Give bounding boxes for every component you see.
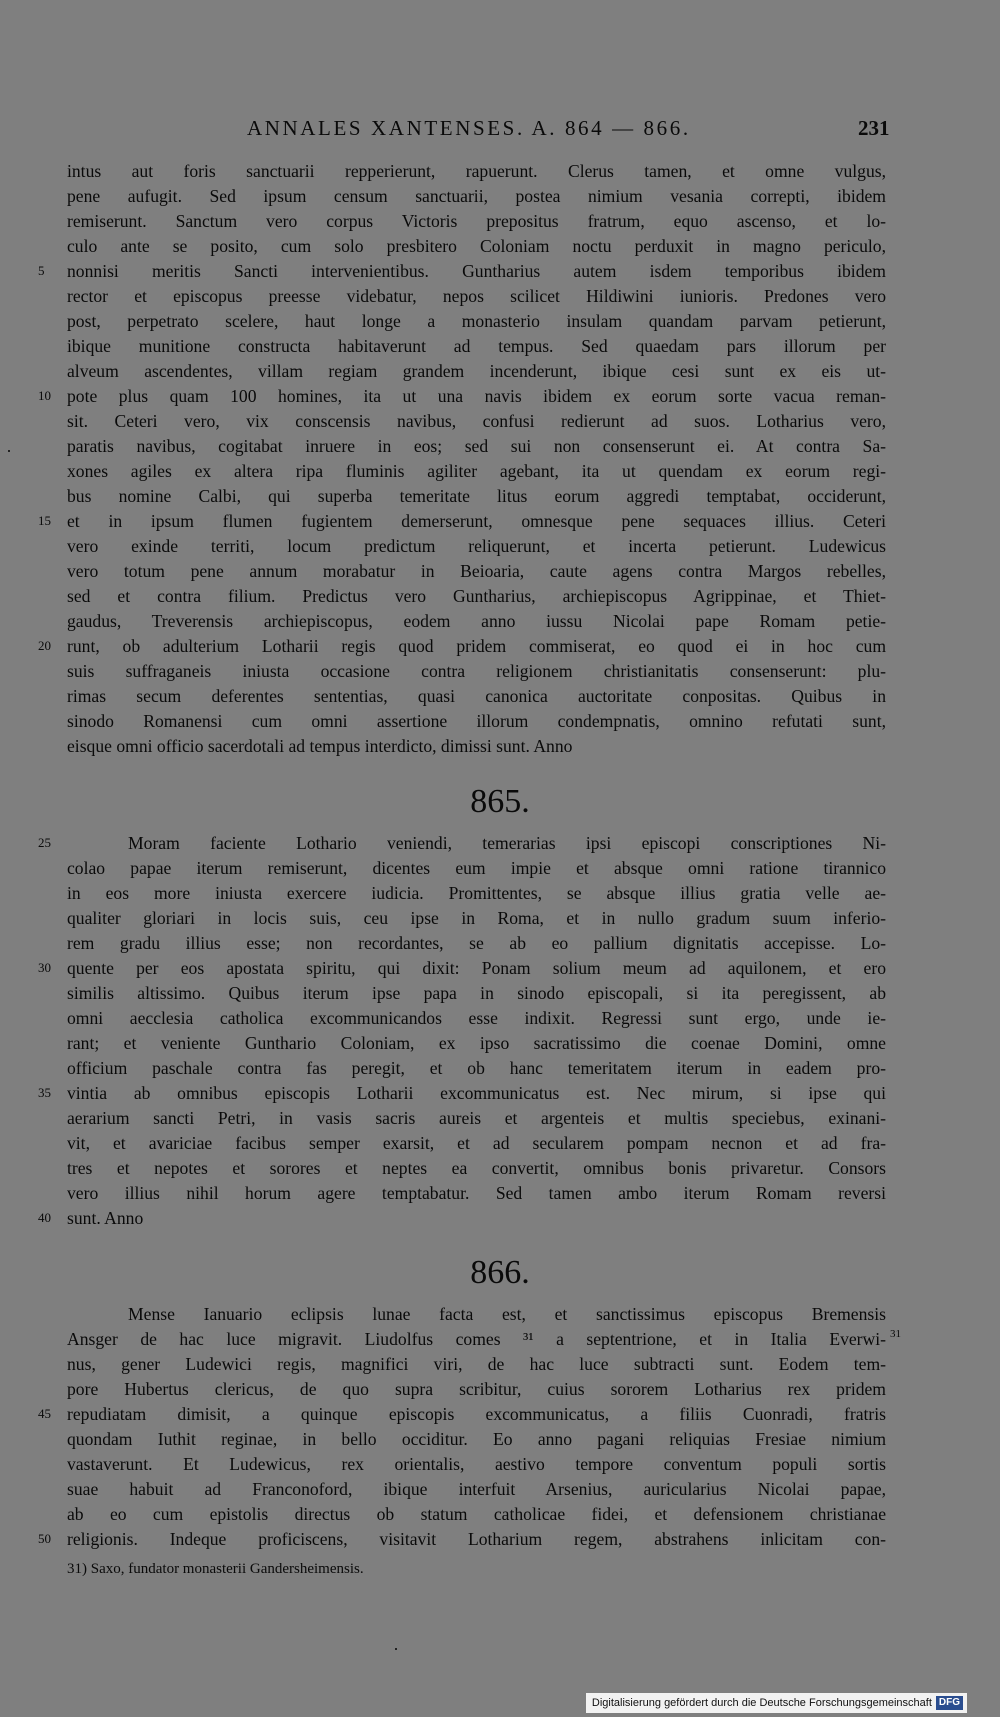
text-line: ab eo cum epistolis directus ob statum catholicae fidei, et defensionem christianae xyxy=(67,1504,886,1524)
text-line: quente per eos apostata spiritu, qui dixit: Ponam solium meum ad aquilonem, et ero xyxy=(67,958,886,978)
text-line: aerarium sancti Petri, in vasis sacris aureis et argenteis et multis speciebus, exinani- xyxy=(67,1108,886,1128)
year-heading-866: 866. xyxy=(470,1254,530,1291)
dfg-logo: DFG xyxy=(936,1696,963,1710)
text-line: sunt. Anno xyxy=(67,1208,144,1228)
text-line: vero exinde territi, locum predictum reliquerunt, et incerta petierunt. Ludewicus xyxy=(67,536,886,556)
marginal-note-ref: 31 xyxy=(890,1328,901,1340)
year-heading-865: 865. xyxy=(470,783,530,820)
text-line: eisque omni officio sacerdotali ad tempus interdicto, dimissi sunt. Anno xyxy=(67,736,573,756)
line-number: 5 xyxy=(38,263,45,278)
line-number: 45 xyxy=(38,1406,51,1421)
text-line: sit. Ceteri vero, vix conscensis navibus, confusi redierunt ad suos. Lotharius vero, xyxy=(67,411,886,431)
line-number: 40 xyxy=(38,1210,51,1225)
text-line: suis suffraganeis iniusta occasione contra religionem christianitatis consenserunt: plu- xyxy=(67,661,886,681)
text-line: intus aut foris sanctuarii repperierunt, rapuerunt. Clerus tamen, et omne vulgus, xyxy=(67,161,886,181)
text-line: tres et nepotes et sorores et neptes ea convertit, omnibus bonis privaretur. Consors xyxy=(67,1158,886,1178)
page-number: 231 xyxy=(858,116,890,140)
line-number: 20 xyxy=(38,638,51,653)
text-line: post, perpetrato scelere, haut longe a monasterio insulam quandam parvam petierunt, xyxy=(67,311,886,331)
text-line: sinodo Romanensi cum omni assertione illorum condempnatis, omnino refutati sunt, xyxy=(67,711,886,731)
text-line: similis altissimo. Quibus iterum ipse papa in sinodo episcopali, si ita peregissent, ab xyxy=(67,983,886,1003)
text-line: ibique munitione constructa habitaverunt ad tempus. Sed quaedam pars illorum per xyxy=(67,336,886,356)
text-line: gaudus, Treverensis archiepiscopus, eodem anno iussu Nicolai pape Romam petie- xyxy=(67,611,886,631)
text-line: officium paschale contra fas peregit, et ob hanc temeritatem iterum in eadem pro- xyxy=(67,1058,886,1078)
text-line: religionis. Indeque proficiscens, visitavit Lotharium regem, abstrahens inlicitam con- xyxy=(67,1529,886,1549)
scan-speck xyxy=(395,1648,397,1650)
text-line: paratis navibus, cogitabat inruere in eos; sed sui non consenserunt ei. At contra Sa- xyxy=(67,436,886,456)
text-line: suae habuit ad Franconoford, ibique interfuit Arsenius, auricularius Nicolai papae, xyxy=(67,1479,886,1499)
text-line: nus, gener Ludewici regis, magnifici viri, de hac luce subtracti sunt. Eodem tem- xyxy=(67,1354,886,1374)
text-line: culo ante se posito, cum solo presbitero Coloniam noctu perduxit in magno periculo, xyxy=(67,236,886,256)
text-line: vero illius nihil horum agere temptabatur. Sed tamen ambo iterum Romam reversi xyxy=(67,1183,886,1203)
text-line: colao papae iterum remiserunt, dicentes eum impie et absque omni ratione tirannico xyxy=(67,858,886,878)
line-number: 35 xyxy=(38,1085,51,1100)
text-line: sed et contra filium. Predictus vero Guntharius, archiepiscopus Agrippinae, et Thiet- xyxy=(67,586,886,606)
text-line: xones agiles ex altera ripa fluminis agiliter agebant, ita ut quendam ex eorum regi- xyxy=(67,461,886,481)
text-line: Ansger de hac luce migravit. Liudolfus comes ³¹ a septentrione, et in Italia Everwi- xyxy=(67,1329,886,1349)
line-number: 25 xyxy=(38,835,51,850)
text-line: pene aufugit. Sed ipsum censum sanctuarii, postea nimium vesania correpti, ibidem xyxy=(67,186,886,206)
text-line: Moram faciente Lothario veniendi, temerarias ipsi episcopi conscriptiones Ni- xyxy=(128,833,886,853)
credit-text: Digitalisierung gefördert durch die Deutsche Forschungsgemeinschaft xyxy=(591,1697,932,1709)
text-line: rimas secum deferentes sententias, quasi canonica auctoritate conpositas. Quibus in xyxy=(67,686,886,706)
line-number: 10 xyxy=(38,388,51,403)
text-line: bus nomine Calbi, qui superba temeritate litus eorum aggredi temptabat, occiderunt, xyxy=(67,486,886,506)
line-number: 50 xyxy=(38,1531,51,1546)
text-line: rector et episcopus preesse videbatur, nepos scilicet Hildiwini iunioris. Predones vero xyxy=(67,286,886,306)
text-line: et in ipsum flumen fugientem demerserunt, omnesque pene sequaces illius. Ceteri xyxy=(67,511,886,531)
text-line: Mense Ianuario eclipsis lunae facta est, et sanctissimus episcopus Bremensis xyxy=(128,1304,886,1324)
text-line: repudiatam dimisit, a quinque episcopis excommunicatus, a filiis Cuonradi, fratris xyxy=(67,1404,886,1424)
text-line: rem gradu illius esse; non recordantes, se ab eo pallium dignitatis accepisse. Lo- xyxy=(67,933,886,953)
text-line: remiserunt. Sanctum vero corpus Victoris prepositus fratrum, equo ascenso, et lo- xyxy=(67,211,886,231)
text-line: qualiter gloriari in locis suis, ceu ipse in Roma, et in nullo gradum suum inferio- xyxy=(67,908,886,928)
text-line: vintia ab omnibus episcopis Lotharii excommunicatus est. Nec mirum, si ipse qui xyxy=(67,1083,886,1103)
running-head: ANNALES XANTENSES. A. 864 — 866. xyxy=(247,116,691,140)
text-line: vastaverunt. Et Ludewicus, rex orientalis, aestivo tempore conventum populi sortis xyxy=(67,1454,886,1474)
line-number: 30 xyxy=(38,960,51,975)
text-line: quondam Iuthit reginae, in bello occiditur. Eo anno pagani reliquias Fresiae nimium xyxy=(67,1429,886,1449)
text-line: vero totum pene annum morabatur in Beioaria, caute agens contra Margos rebelles, xyxy=(67,561,886,581)
text-line: in eos more iniusta exercere iudicia. Promittentes, se absque illius gratia velle ae- xyxy=(67,883,886,903)
line-number: 15 xyxy=(38,513,51,528)
text-line: runt, ob adulterium Lotharii regis quod pridem commiserat, eo quod ei in hoc cum xyxy=(67,636,886,656)
text-line: pore Hubertus clericus, de quo supra scribitur, cuius sororem Lotharius rex pridem xyxy=(67,1379,886,1399)
scan-speck xyxy=(8,450,10,452)
digitization-credit xyxy=(586,1693,967,1713)
text-line: pote plus quam 100 homines, ita ut una navis ibidem ex eorum sorte vacua reman- xyxy=(67,386,886,406)
text-line: alveum ascendentes, villam regiam grandem incenderunt, ibique cesi sunt ex eis ut- xyxy=(67,361,886,381)
footnote: 31) Saxo, fundator monasterii Gandersheimensis. xyxy=(67,1561,364,1577)
text-line: omni aecclesia catholica excommunicandos esse indixit. Regressi sunt ergo, unde ie- xyxy=(67,1008,886,1028)
text-line: nonnisi meritis Sancti intervenientibus. Guntharius autem isdem temporibus ibidem xyxy=(67,261,886,281)
text-line: rant; et veniente Gunthario Coloniam, ex ipso sacratissimo die coenae Domini, omne xyxy=(67,1033,886,1053)
text-line: vit, et avariciae facibus semper exarsit, et ad secularem pompam necnon et ad fra- xyxy=(67,1133,886,1153)
page-header xyxy=(0,116,1000,146)
